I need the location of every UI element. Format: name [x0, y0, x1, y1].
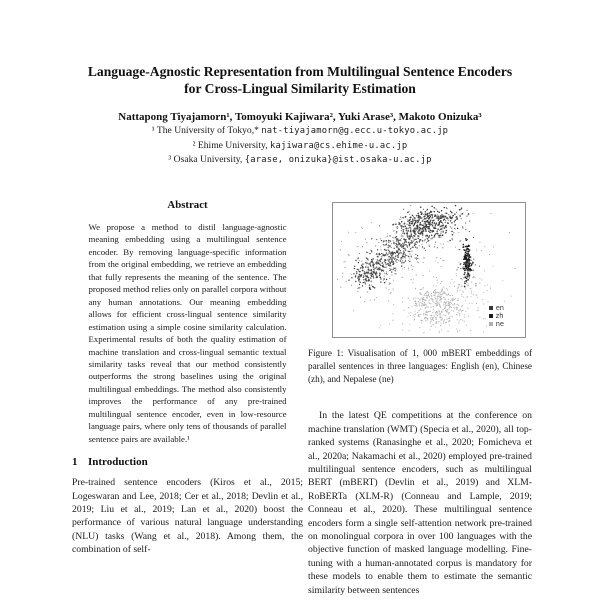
legend-label-ne: ne — [495, 320, 504, 328]
paper-title-line-1: Language-Agnostic Representation from Multilingual Sentence Encoders — [87, 64, 513, 79]
right-column — [308, 202, 532, 597]
legend-swatch-zh — [489, 314, 493, 318]
abstract-heading: Abstract — [167, 199, 208, 211]
affiliation-3-label: ³ Osaka University, — [168, 154, 243, 166]
paper-header — [0, 64, 600, 168]
legend-label-zh: zh — [495, 312, 504, 320]
affiliation-2 — [0, 139, 600, 154]
affiliation-2-label: ² Ehime University, — [192, 139, 268, 151]
section-title: Introduction — [88, 456, 148, 469]
legend-swatch-en — [489, 306, 493, 310]
abstract-body: We propose a method to distil language-agnostic meaning embedding using a multilingual sentence encoder. By removing language-specific information from the original embedding, we retrieve an embedding that fully represents the meaning of the sentence. The proposed method relies only on parallel corpora without any human annotations. Our meaning embedding allows for efficient cross-lingual sentence similarity estimation using a simple cosine similarity calculation. Experimental results of both the quality estimation of machine translation and cross-lingual semantic textual similarity tasks reveal that our method consistently outperforms the strong baselines using the original multilingual embeddings. The method also consistently improves the performance of any pre-trained multilingual sentence encoder, even in low-resource language pairs, where only tens of thousands of parallel sentence pairs are available.¹ — [88, 222, 287, 444]
introduction-paragraph: Pre-trained sentence encoders (Kiros et al., 2015; Logeswaran and Lee, 2018; Cer et al., 2018; Devlin et al., 2019; Liu et al., 2019; Lan et al., 2020) boost the performance of various natural language understanding (NLU) tasks (Wang et al., 2018). Among them, the combination of self- — [72, 477, 303, 556]
legend-item-en — [489, 304, 504, 312]
figure-legend — [489, 304, 504, 328]
affiliation-1-label: ¹ The University of Tokyo,* — [151, 125, 259, 136]
section-heading-introduction — [72, 456, 303, 468]
figure-1-caption: Figure 1: Visualisation of 1, 000 mBERT embeddings of parallel sentences in three languages: English (en), Chinese (zh), and Nepalese (ne) — [308, 348, 532, 384]
affiliation-3-email: {arase, onizuka}@ist.osaka-u.ac.jp — [244, 155, 432, 166]
legend-item-zh — [489, 312, 504, 320]
affiliation-2-email: kajiwara@cs.ehime-u.ac.jp — [270, 140, 408, 151]
legend-item-ne — [489, 320, 504, 328]
affiliation-3 — [0, 153, 600, 168]
section-number: 1 — [72, 456, 78, 469]
paper-title-line-2: for Cross-Lingual Similarity Estimation — [184, 80, 416, 96]
affiliation-1 — [0, 124, 600, 139]
authors-line: Nattapong Tiyajamorn¹, Tomoyuki Kajiwara², Yuki Arase³, Makoto Onizuka³ — [118, 111, 482, 123]
affiliation-1-email: nat-tiyajamorn@g.ecc.u-tokyo.ac.jp — [261, 126, 449, 136]
figure-gap — [308, 385, 532, 401]
figure-1-plot — [332, 202, 526, 338]
left-column — [72, 199, 303, 557]
legend-label-en: en — [495, 304, 504, 312]
legend-swatch-ne — [489, 322, 493, 326]
column2-paragraph: In the latest QE competitions at the conference on machine translation (WMT) (Specia et al., 2020), all top-ranked systems (Ranasinghe et al., 2020; Fomicheva et al., 2020a; Nakamachi et al., 2020) employed pre-trained multilingual sentence encoders, such as multilingual BERT (mBERT) (Devlin et al., 2019) and XLM-RoBERTa (XLM-R) (Conneau and Lample, 2019; Conneau et al., 2020). These multilingual sentence encoders form a single self-attention network pre-trained on monolingual corpora in over 100 languages with the objective function of masked language modelling. Fine-tuning with a human-annotated corpus is mandatory for these models to enable them to estimate the semantic similarity between sentences — [308, 410, 532, 596]
